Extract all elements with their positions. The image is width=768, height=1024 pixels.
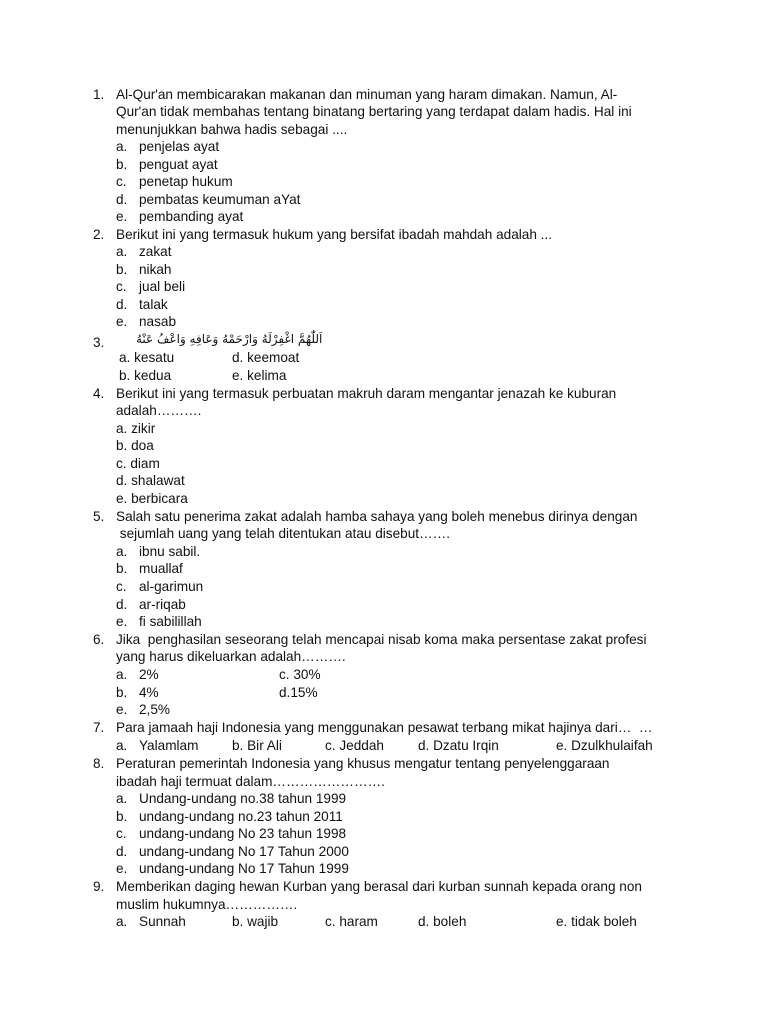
question-text: Qur'an tidak membahas tentang binatang bertaring yang terdapat dalam hadis. Hal ini bbox=[116, 104, 632, 119]
option-text: undang-undang No 23 tahun 1998 bbox=[139, 826, 347, 841]
option-letter: d. bbox=[116, 192, 128, 207]
option-text: nasab bbox=[139, 314, 177, 329]
question-text: Peraturan pemerintah Indonesia yang khusus mengatur tentang penyelenggaraan bbox=[116, 756, 610, 771]
option-letter: e. bbox=[116, 614, 128, 629]
question-number: 4. bbox=[93, 386, 105, 401]
question-number: 6. bbox=[93, 632, 105, 647]
option-text: fi sabilillah bbox=[139, 614, 202, 629]
option-letter: e. bbox=[116, 861, 128, 876]
option-letter: b. bbox=[116, 262, 128, 277]
option-letter: a. bbox=[116, 667, 128, 682]
question-number: 8. bbox=[93, 756, 105, 771]
arabic-prayer-text: اَللّٰهُمَّ اغْفِرْلَهُ وَارْحَمْهُ وَعَافِهِ وَاعْفُ عَنْهُ bbox=[136, 332, 323, 346]
option-text: penguat ayat bbox=[139, 157, 218, 172]
option-text: d. keemoat bbox=[232, 350, 300, 365]
question-text: Para jamaah haji Indonesia yang menggunakan pesawat terbang mikat hajinya dari… … bbox=[116, 720, 653, 735]
option-text: undang-undang No 17 Tahun 2000 bbox=[139, 844, 349, 859]
option-text: Undang-undang no.38 tahun 1999 bbox=[139, 791, 347, 806]
option-text: c. Jeddah bbox=[325, 738, 384, 753]
question-text: Berikut ini yang termasuk hukum yang bersifat ibadah mahdah adalah ... bbox=[116, 227, 553, 242]
option-text: Yalamlam bbox=[139, 738, 199, 753]
option-text: ar-riqab bbox=[139, 597, 186, 612]
option-text: penetap hukum bbox=[139, 174, 233, 189]
question-text: sejumlah uang yang telah ditentukan atau disebut……. bbox=[116, 526, 451, 541]
option-letter: e. bbox=[116, 314, 128, 329]
question-text: Al-Qur'an membicarakan makanan dan minuman yang haram dimakan. Namun, Al- bbox=[116, 87, 618, 102]
option-text: a. kesatu bbox=[119, 350, 175, 365]
option-text: d. shalawat bbox=[116, 473, 185, 488]
option-text: 2% bbox=[139, 667, 159, 682]
option-text: d.15% bbox=[279, 685, 318, 700]
question-text: Berikut ini yang termasuk perbuatan makruh daram mengantar jenazah ke kuburan bbox=[116, 386, 617, 401]
option-text: e. Dzulkhulaifah bbox=[556, 738, 653, 753]
option-letter: a. bbox=[116, 914, 128, 929]
option-letter: e. bbox=[116, 702, 128, 717]
question-number: 9. bbox=[93, 879, 105, 894]
option-letter: c. bbox=[116, 826, 127, 841]
option-text: undang-undang no.23 tahun 2011 bbox=[139, 809, 343, 824]
option-text: b. doa bbox=[116, 438, 154, 453]
option-letter: c. bbox=[116, 279, 127, 294]
option-letter: c. bbox=[116, 579, 127, 594]
question-text: muslim hukumnya……………. bbox=[116, 897, 298, 912]
option-text: c. 30% bbox=[279, 667, 321, 682]
option-text: e. berbicara bbox=[116, 491, 188, 506]
option-text: pembanding ayat bbox=[139, 209, 244, 224]
option-letter: d. bbox=[116, 297, 128, 312]
option-text: muallaf bbox=[139, 561, 183, 576]
question-text: ibadah haji termuat dalam……………………. bbox=[116, 774, 385, 789]
option-letter: b. bbox=[116, 685, 128, 700]
question-text: Salah satu penerima zakat adalah hamba sahaya yang boleh menebus dirinya dengan bbox=[116, 509, 638, 524]
question-number: 1. bbox=[93, 87, 105, 102]
option-text: pembatas keumuman aYat bbox=[139, 192, 301, 207]
option-letter: e. bbox=[116, 209, 128, 224]
option-text: undang-undang No 17 Tahun 1999 bbox=[139, 861, 349, 876]
option-text: jual beli bbox=[139, 279, 186, 294]
question-text: menunjukkan bahwa hadis sebagai .... bbox=[116, 122, 348, 137]
option-letter: b. bbox=[116, 809, 128, 824]
question-number: 2. bbox=[93, 227, 105, 242]
question-number: 5. bbox=[93, 509, 105, 524]
option-letter: a. bbox=[116, 139, 128, 154]
option-letter: a. bbox=[116, 738, 128, 753]
option-text: e. kelima bbox=[232, 368, 287, 383]
option-text: nikah bbox=[139, 262, 172, 277]
option-text: d. boleh bbox=[418, 914, 467, 929]
question-text: Memberikan daging hewan Kurban yang berasal dari kurban sunnah kepada orang non bbox=[116, 879, 642, 894]
option-text: penjelas ayat bbox=[139, 139, 220, 154]
option-text: ibnu sabil. bbox=[139, 544, 201, 559]
option-text: c. haram bbox=[325, 914, 378, 929]
option-text: b. kedua bbox=[119, 368, 172, 383]
option-text: a. zikir bbox=[116, 421, 156, 436]
option-text: b. Bir Ali bbox=[232, 738, 282, 753]
option-letter: a. bbox=[116, 244, 128, 259]
option-letter: a. bbox=[116, 791, 128, 806]
question-text: yang harus dikeluarkan adalah………. bbox=[116, 649, 346, 664]
option-text: b. wajib bbox=[232, 914, 279, 929]
option-text: zakat bbox=[139, 244, 172, 259]
option-letter: a. bbox=[116, 544, 128, 559]
question-text: Jika penghasilan seseorang telah mencapai nisab koma maka persentase zakat profesi bbox=[116, 632, 647, 647]
question-number: 7. bbox=[93, 720, 105, 735]
option-letter: b. bbox=[116, 561, 128, 576]
option-text: 2,5% bbox=[139, 702, 170, 717]
option-text: Sunnah bbox=[139, 914, 186, 929]
question-text: adalah………. bbox=[116, 403, 202, 418]
option-text: c. diam bbox=[116, 456, 160, 471]
option-letter: d. bbox=[116, 597, 128, 612]
option-letter: d. bbox=[116, 844, 128, 859]
option-letter: c. bbox=[116, 174, 127, 189]
option-letter: b. bbox=[116, 157, 128, 172]
question-number: 3. bbox=[93, 335, 105, 350]
option-text: al-garimun bbox=[139, 579, 204, 594]
option-text: e. tidak boleh bbox=[556, 914, 637, 929]
option-text: 4% bbox=[139, 685, 159, 700]
option-text: d. Dzatu Irqin bbox=[418, 738, 499, 753]
option-text: talak bbox=[139, 297, 168, 312]
